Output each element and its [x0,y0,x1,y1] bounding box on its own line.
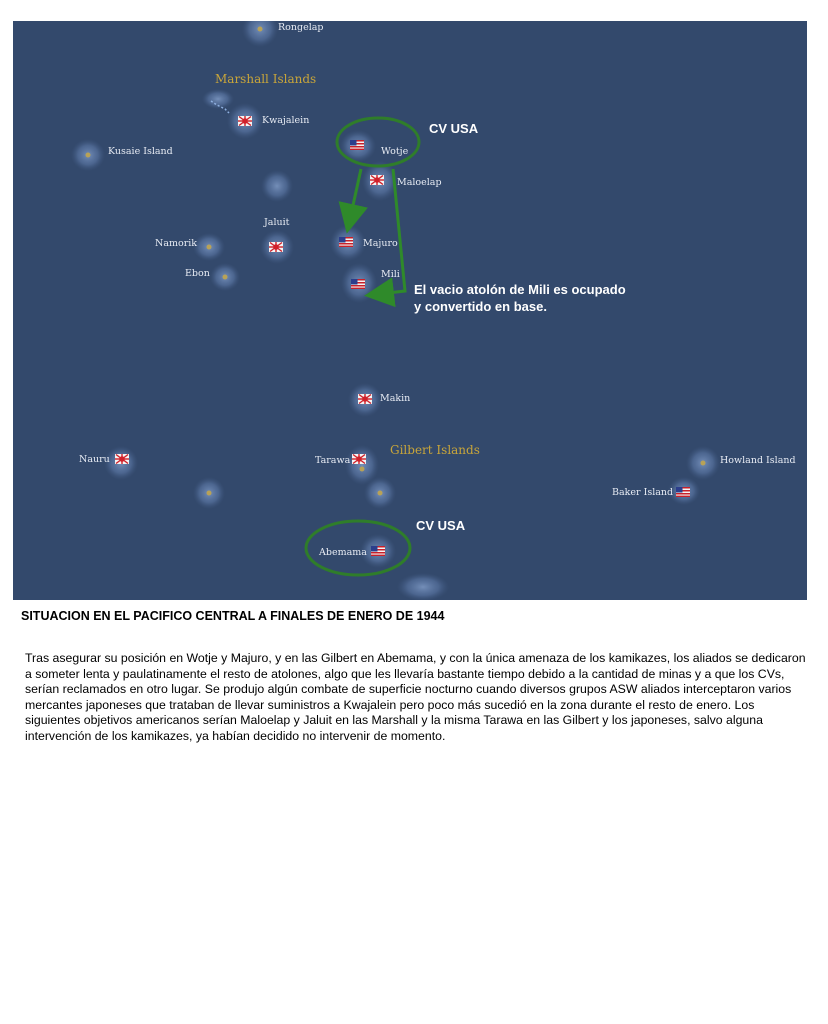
ocean [13,21,807,600]
island-label-baker: Baker Island [612,487,674,498]
island-label-makin: Makin [380,393,411,404]
island-label-wotje: Wotje [381,146,409,157]
island-label-jaluit: Jaluit [264,217,290,228]
usa-flag-icon [371,546,385,556]
region-label-gilbert: Gilbert Islands [390,443,480,457]
island-label-tarawa: Tarawa [315,455,351,466]
island-label-nauru: Nauru [79,454,110,465]
usa-flag-icon [676,487,690,497]
japan-flag-icon [352,454,366,464]
cv-usa-north-label: CV USA [429,121,479,136]
cv-usa-south-label: CV USA [416,518,466,533]
island-label-abemama: Abemama [319,547,367,558]
mili-note-line1: El vacio atolón de Mili es ocupado [414,282,626,297]
body-paragraph: Tras asegurar su posición en Wotje y Majuro, y en las Gilbert en Abemama, y con la única amenaza de los kamikazes, los aliados se dedicaron a someter lenta y paulatinamente el resto de atolones, algo que les llevaría bastante tiempo debido a la cantidad de minas y a que los CVs, serían reclamados en otro lugar. Se produjo algún combate de superficie nocturno cuando diversos grupos ASW aliados interceptaron varios mercantes japoneses que trataban de llevar suministros a Kwajalein pero poco más sucedió en la zona durante el resto de enero. Los siguientes objetivos americanos serían Maloelap y Jaluit en las Marshall y la misma Tarawa en las Gilbert y los japoneses, salvo alguna intervención de los kamikazes, ya habían decidido no intervenir de momento. [25,651,806,743]
japan-flag-icon [269,242,283,252]
island-label-maloelap: Maloelap [397,177,442,188]
island-label-mili: Mili [381,269,400,280]
island-label-kusaie: Kusaie Island [108,146,173,157]
japan-flag-icon [238,116,252,126]
island-label-majuro: Majuro [363,238,398,249]
island-label-howland: Howland Island [720,455,796,466]
pacific-map [13,21,807,600]
usa-flag-icon [350,140,364,150]
island-label-kwajalein: Kwajalein [262,115,310,126]
japan-flag-icon [358,394,372,404]
island-label-rongelap: Rongelap [278,22,324,33]
usa-flag-icon [339,237,353,247]
japan-flag-icon [370,175,384,185]
usa-flag-icon [351,279,365,289]
mili-note-line2: y convertido en base. [414,299,547,314]
island-label-ebon: Ebon [185,268,210,279]
region-label-marshall: Marshall Islands [215,72,317,86]
map-caption: SITUACION EN EL PACIFICO CENTRAL A FINALES DE ENERO DE 1944 [21,609,445,623]
island-label-namorik: Namorik [155,238,198,249]
japan-flag-icon [115,454,129,464]
